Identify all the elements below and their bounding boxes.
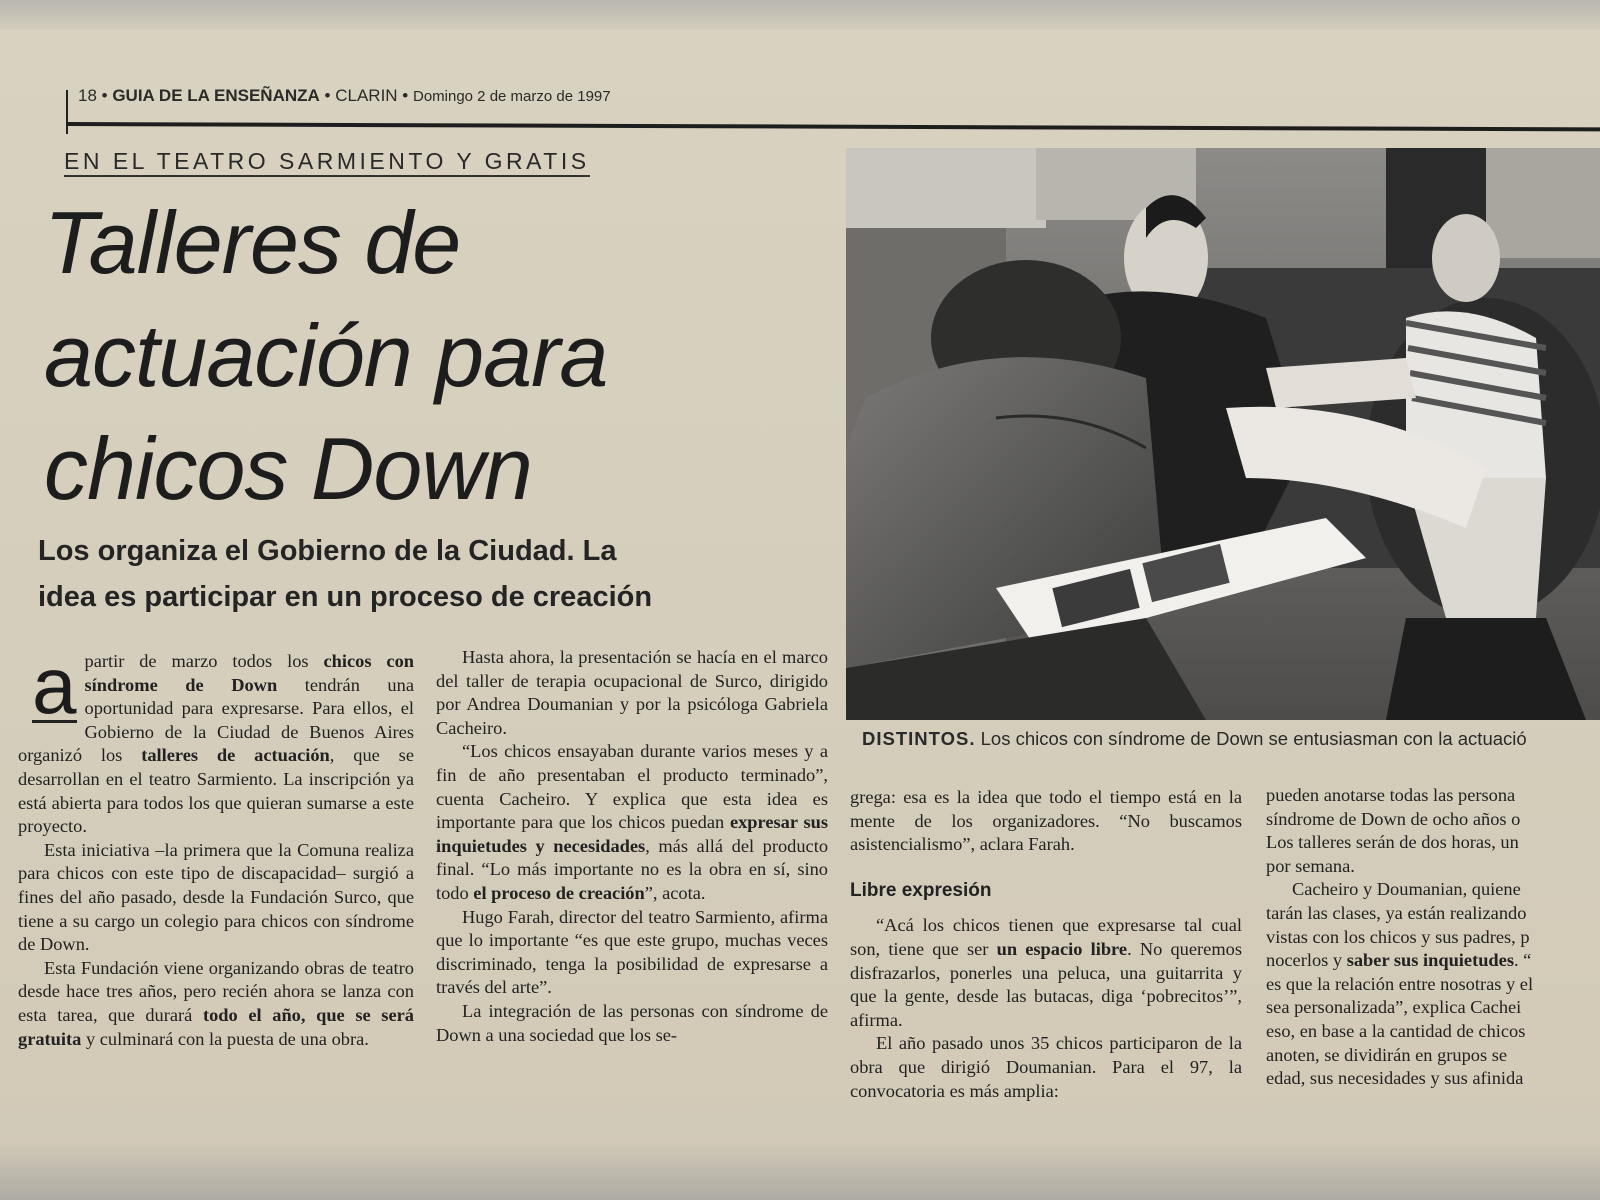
text-run: . “: [1513, 950, 1532, 971]
paragraph: Esta iniciativa –la primera que la Comuna realiza para chicos con este tipo de discapacidad– surgió a fines del año pasado, desde la Fundación Surco, que tiene a su cargo un colegio para chicos con síndrome de Down.: [18, 839, 414, 955]
bold-run: expresar sus inquietudes y necesidades: [436, 812, 828, 856]
text-line: por semana.: [1266, 855, 1355, 876]
text-run: Esta Fundación viene organizando obras de teatro desde hace tres años, pero recién ahora se lanza con esta tarea, que durará: [18, 957, 414, 1025]
photo-caption: [862, 728, 1600, 750]
text-run: , más allá del producto final. “Lo más importante no es la obra en sí, sino todo: [436, 835, 829, 903]
text-run: nocerlos y: [1266, 950, 1347, 971]
text-run: y culminará con la puesta de una obra.: [81, 1028, 369, 1049]
text-line: síndrome de Down de ocho años o: [1266, 808, 1521, 829]
deck-line: idea es participar en un proceso de creación: [38, 581, 653, 613]
issue-date: Domingo 2 de marzo de 1997: [412, 88, 611, 105]
bold-run: el proceso de creación: [473, 882, 645, 903]
drop-cap: a: [32, 641, 77, 730]
newspaper-name: CLARIN: [335, 86, 398, 105]
text-run: , que se desarrollan en el teatro Sarmiento. La inscripción ya está abierta para todos los que quieran sumarse a este proyecto.: [18, 745, 414, 837]
text-line: es que la relación entre nosotras y el: [1266, 973, 1534, 994]
bold-run: saber sus inquietudes: [1346, 950, 1514, 971]
paragraph: [850, 914, 1242, 1032]
article-column-1: [18, 641, 415, 1051]
caption-lead: DISTINTOS.: [862, 728, 976, 749]
paragraph: grega: esa es la idea que todo el tiempo está en la mente de los organizadores. “No buscamos asistencialismo”, aclara Farah.: [850, 787, 1242, 855]
text-run: “Los chicos ensayaban durante varios meses y a fin de año presentaban el producto terminado”, cuenta Cacheiro. Y explica que esta idea es importante para que los chicos puedan: [436, 741, 828, 833]
bold-run: todo el año, que se será gratuita: [18, 1004, 414, 1049]
text-run: partir de marzo todos los: [84, 651, 324, 671]
paragraph: [18, 957, 414, 1051]
caption-text: Los chicos con síndrome de Down se entusiasman con la actuació: [975, 728, 1527, 749]
folio-separator: •: [397, 86, 413, 105]
text-run: tendrán una oportunidad para expresarse. Para ellos, el Gobierno de la Ciudad de Buenos Aires organizó los: [18, 674, 414, 766]
headline: [44, 186, 824, 525]
text-run: “Acá los chicos tienen que expresarse tal cual son, tiene que ser: [850, 915, 1242, 959]
text-line: Cacheiro y Doumanian, quiene: [1292, 879, 1521, 900]
text-line: eso, en base a la cantidad de chicos: [1266, 1020, 1526, 1041]
paragraph: [18, 641, 415, 839]
headline-line: Talleres de: [44, 193, 461, 292]
text-line: edad, sus necesidades y sus afinida: [1266, 1068, 1524, 1089]
headline-line: chicos Down: [44, 419, 532, 518]
folio-rule-horizontal: [66, 122, 1600, 131]
article-column-3: [850, 786, 1242, 1103]
article-photo: [846, 148, 1600, 720]
kicker: EN EL TEATRO SARMIENTO Y GRATIS: [64, 148, 590, 177]
section-name: GUIA DE LA ENSEÑANZA: [112, 86, 320, 105]
text-line: pueden anotarse todas las persona: [1266, 785, 1516, 805]
folio-separator: •: [319, 86, 336, 105]
bold-run: chicos con síndrome de Down: [84, 651, 415, 695]
photo-illustration: [846, 148, 1600, 720]
bold-run: talleres de actuación: [141, 745, 330, 766]
text-line: [1266, 949, 1600, 973]
deck-line: Los organiza el Gobierno de la Ciudad. La: [38, 535, 617, 567]
text-line: sea personalizada”, explica Cachei: [1266, 997, 1522, 1018]
text-line: anoten, se dividirán en grupos se: [1266, 1044, 1508, 1065]
text-line: Los talleres serán de dos horas, un: [1266, 832, 1519, 853]
paragraph: Hugo Farah, director del teatro Sarmiento, afirma que lo importante “es que este grupo, muchas veces discriminado, tenga la posibilidad de expresarse a través del arte”.: [436, 906, 828, 998]
page-top-edge: [0, 0, 1600, 30]
page-folio: [78, 86, 611, 106]
article-column-2: [436, 646, 828, 1047]
text-line: tarán las clases, ya están realizando: [1266, 902, 1527, 923]
text-run: ”, acota.: [644, 882, 706, 903]
text-line: vistas con los chicos y sus padres, p: [1266, 926, 1530, 947]
subheading: Libre expresión: [850, 879, 992, 901]
headline-line: actuación para: [44, 306, 608, 405]
page-number: 18: [78, 86, 97, 105]
text-run: . No queremos disfrazarlos, ponerles una peluca, una guitarrita y que la gente, desde las butacas, diga ‘pobrecitos’”, afirma.: [850, 938, 1242, 1030]
page-bottom-edge: [0, 1140, 1600, 1200]
paragraph: El año pasado unos 35 chicos participaron de la obra que dirigió Doumanian. Para el 97, la convocatoria es más amplia:: [850, 1033, 1242, 1101]
deck-subtitle: [38, 528, 838, 620]
paragraph: La integración de las personas con síndrome de Down a una sociedad que los se-: [436, 1000, 828, 1045]
paragraph: [436, 740, 828, 905]
paragraph: Hasta ahora, la presentación se hacía en el marco del taller de terapia ocupacional de Surco, dirigido por Andrea Doumanian y por la psicóloga Gabriela Cacheiro.: [436, 647, 828, 738]
article-column-4: [1266, 784, 1600, 1124]
bold-run: un espacio libre: [996, 938, 1128, 959]
folio-rule-vertical: [66, 90, 68, 134]
folio-separator: •: [96, 86, 113, 105]
